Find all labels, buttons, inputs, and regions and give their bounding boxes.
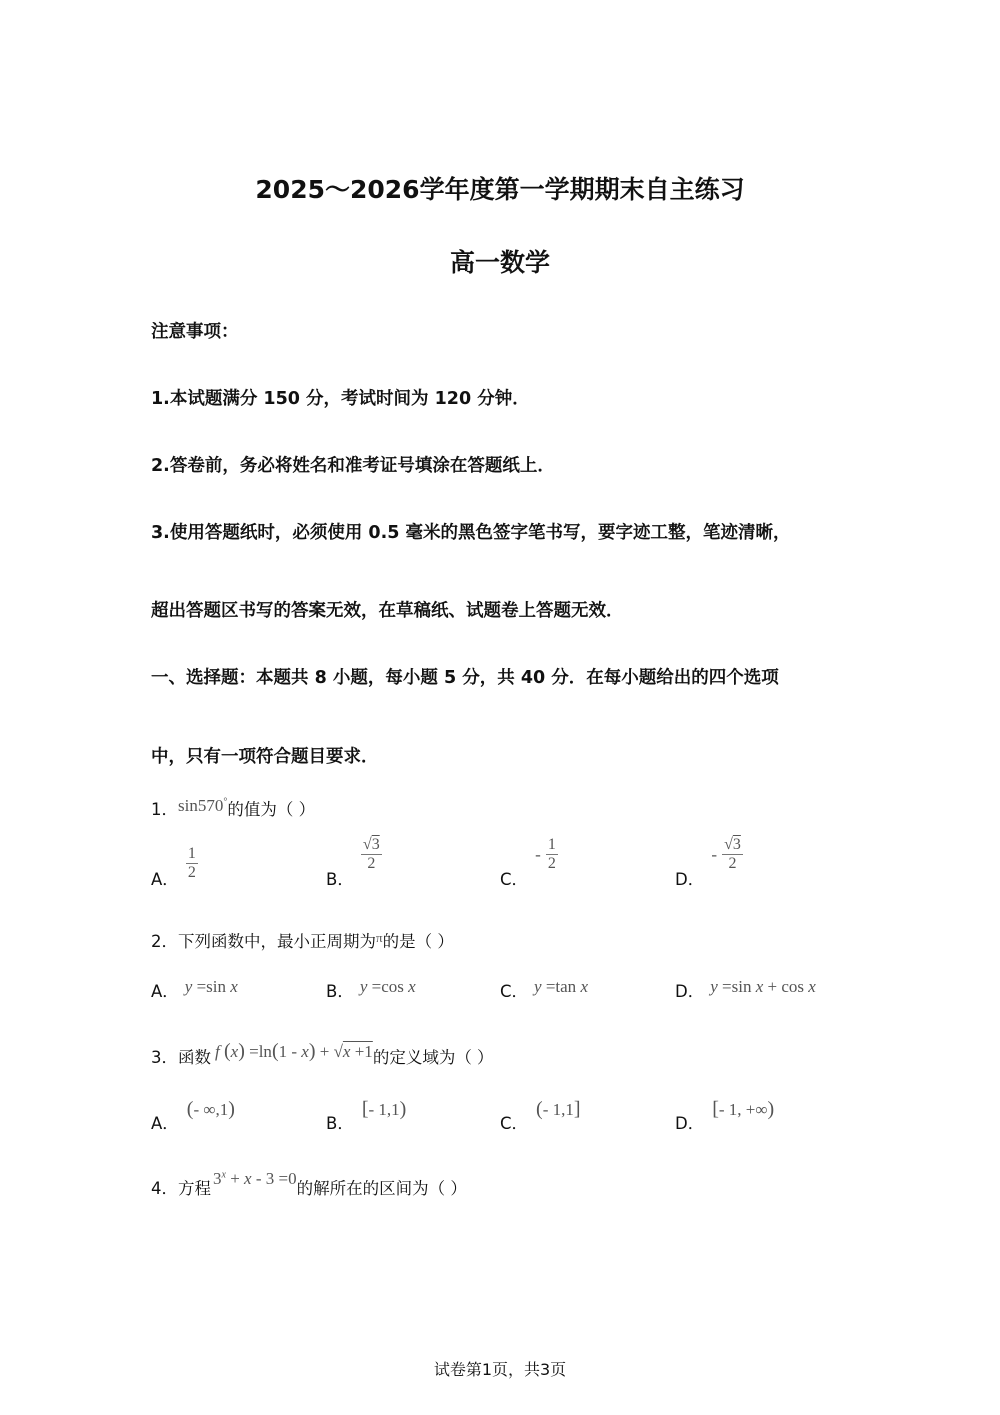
question-number: 1． [151, 800, 178, 819]
option-label: B． [326, 982, 354, 1001]
option-label: D． [675, 982, 705, 1001]
question-4-stem [151, 1169, 467, 1199]
question-2-option-d[interactable] [675, 978, 816, 1002]
question-3-option-d[interactable] [675, 1098, 775, 1135]
question-2-option-b[interactable] [326, 978, 416, 1002]
question-1-option-a[interactable] [151, 845, 198, 889]
notice-item-1: 1.本试题满分 150 分，考试时间为 120 分钟． [151, 389, 530, 409]
question-2-stem [151, 928, 454, 952]
question-stem-tail: 的定义域为（ ） [372, 1048, 494, 1067]
question-number: 4． [151, 1179, 178, 1198]
question-stem-head: 方程 [178, 1179, 211, 1198]
option-label: D． [675, 1114, 705, 1133]
page-footer: 试卷第1页，共3页 [433, 1360, 567, 1379]
option-value: (- 1,1] [536, 1098, 581, 1120]
option-label: A． [151, 870, 179, 889]
question-number: 3． [151, 1048, 178, 1067]
question-2-option-a[interactable] [151, 978, 238, 1002]
option-value: $\frac{1}{2}$ [187, 845, 196, 881]
option-label: A． [151, 1114, 179, 1133]
question-stem-tail: 的值为（ ） [227, 800, 316, 819]
question-1-stem [151, 796, 315, 820]
question-stem-tail: 的解所在的区间为（ ） [296, 1179, 467, 1198]
exam-title: 2025～2026学年度第一学期期末自主练习 [255, 175, 745, 204]
math-expression: π [376, 930, 383, 945]
option-value: y =sin x [184, 977, 238, 996]
question-3-option-b[interactable] [326, 1098, 407, 1135]
option-label: C． [500, 1114, 529, 1133]
option-value: (- ∞,1) [186, 1098, 235, 1120]
question-stem-head: 下列函数中，最小正周期为 [178, 932, 376, 951]
option-label: D． [675, 870, 705, 889]
option-value: [- 1, +∞) [712, 1098, 775, 1120]
notice-item-2: 2.答卷前，务必将姓名和准考证号填涂在答题纸上． [151, 456, 555, 476]
option-label: C． [500, 870, 529, 889]
question-3-option-a[interactable] [151, 1098, 235, 1135]
option-value: y =cos x [359, 977, 416, 996]
option-value: $\frac{√3}{2}$ [724, 836, 741, 872]
math-expression: sin570° [178, 796, 228, 815]
question-3-option-c[interactable] [500, 1098, 581, 1135]
option-value: $\frac{1}{2}$ [547, 836, 556, 872]
question-number: 2． [151, 932, 178, 951]
math-expression: $3^x + x - 3 =0$ [213, 1169, 297, 1188]
option-value: y =tan x [534, 977, 588, 996]
section-heading-line2: 中，只有一项符合题目要求． [151, 747, 379, 767]
question-stem-head: 函数 [178, 1048, 211, 1067]
option-value: y =sin x + cos x [710, 977, 816, 996]
question-2-option-c[interactable] [500, 978, 588, 1002]
question-3-stem [151, 1040, 494, 1069]
notice-item-3-continued: 超出答题区书写的答案无效，在草稿纸、试题卷上答题无效． [151, 601, 624, 621]
option-label: B． [326, 870, 354, 889]
subject-title: 高一数学 [449, 248, 550, 277]
option-label: C． [500, 982, 529, 1001]
option-value: $\frac{√3}{2}$ [362, 836, 380, 872]
question-1-option-b[interactable] [326, 836, 382, 889]
option-label: B． [326, 1114, 354, 1133]
option-label: A． [151, 982, 179, 1001]
notice-item-3: 3.使用答题纸时，必须使用 0.5 毫米的黑色签字笔书写，要字迹工整，笔迹清晰， [151, 523, 791, 543]
option-value: [- 1,1) [361, 1098, 407, 1120]
question-1-option-d[interactable]: D． - $\frac{√3}{2}$ [675, 836, 741, 889]
section-heading-line1: 一、选择题：本题共 8 小题，每小题 5 分，共 40 分．在每小题给出的四个选项 [151, 668, 779, 688]
question-stem-tail: 的是（ ） [382, 932, 454, 951]
math-expression: f (x) =ln(1 - x) + √x +1 [215, 1040, 373, 1062]
question-1-option-c[interactable]: C． - $\frac{1}{2}$ [500, 836, 556, 889]
notice-heading: 注意事项： [151, 322, 239, 342]
